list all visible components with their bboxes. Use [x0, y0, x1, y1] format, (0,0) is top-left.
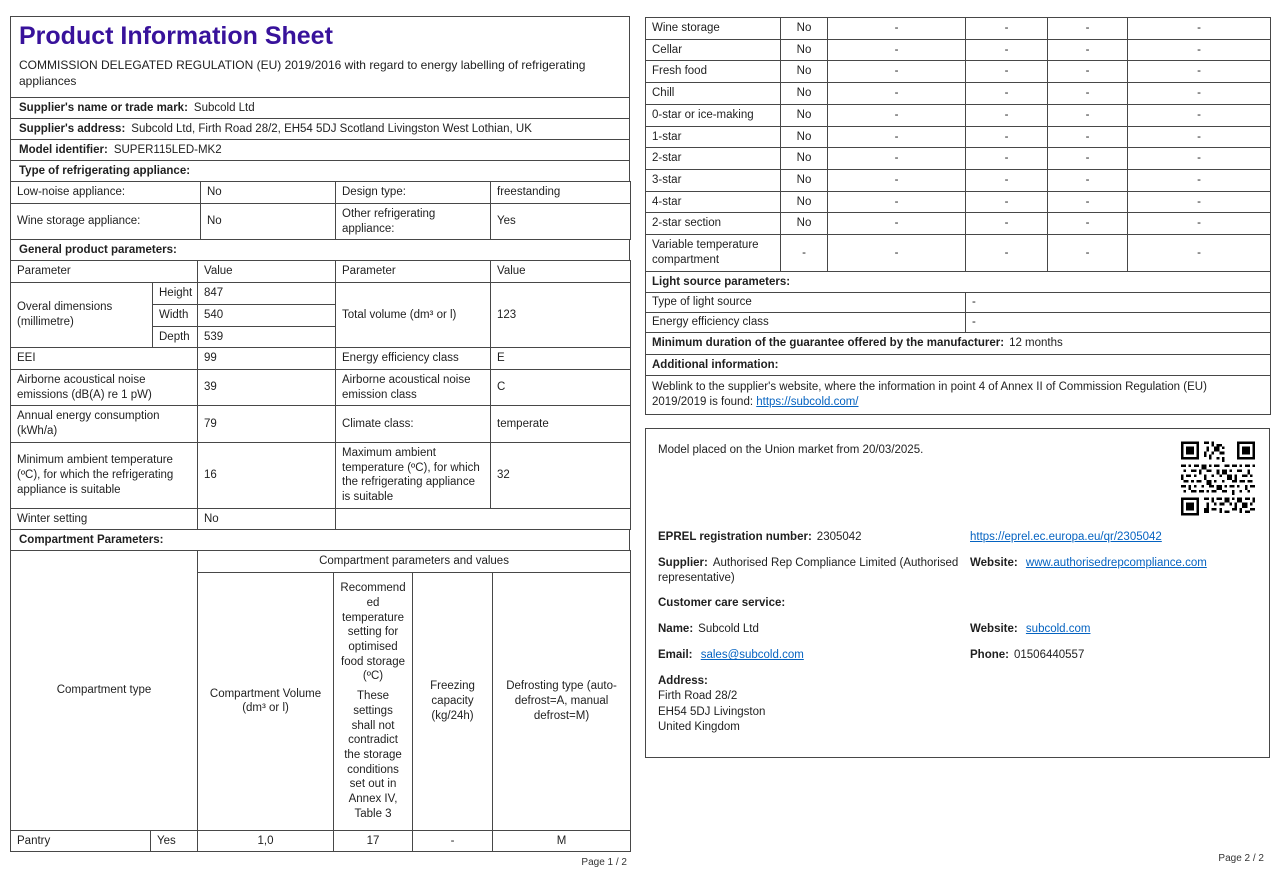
- compartment-type-cell: Pantry: [11, 830, 151, 852]
- guarantee-value: 12 months: [1009, 336, 1063, 349]
- table-row: [11, 283, 631, 305]
- value-cell: -: [828, 104, 966, 126]
- page1-footer: Page 1 / 2: [581, 857, 627, 869]
- value-cell: -: [1128, 235, 1271, 271]
- value-cell: -: [1048, 83, 1128, 105]
- value-cell: -: [1048, 213, 1128, 235]
- model-identifier-label: Model identifier:: [19, 144, 108, 157]
- table-row: [646, 39, 1271, 61]
- value-cell: No: [201, 203, 336, 239]
- value-cell: C: [491, 369, 631, 405]
- page2-footer: Page 2 / 2: [1218, 853, 1264, 864]
- compartment-type-cell: Variable temperature compartment: [646, 235, 781, 271]
- general-section-title: General product parameters:: [10, 239, 630, 261]
- table-row: [646, 313, 1271, 333]
- eprel-link-cell: [970, 530, 1255, 545]
- group-header-cell: Compartment parameters and values: [198, 551, 631, 573]
- weblink-row: [646, 376, 1271, 414]
- value-cell: -: [966, 18, 1048, 40]
- value-cell: No: [781, 213, 828, 235]
- supplier-address-row: [10, 118, 630, 140]
- value-cell: -: [1048, 18, 1128, 40]
- header-cell: Parameter: [11, 261, 198, 283]
- dimension-value-cell: 539: [198, 326, 336, 348]
- value-cell: No: [781, 83, 828, 105]
- guarantee-row: [646, 332, 1271, 354]
- param-cell: EEI: [11, 348, 198, 370]
- eprel-link[interactable]: https://eprel.ec.europa.eu/qr/2305042: [970, 530, 1162, 543]
- param-cell: Maximum ambient temperature (ºC), for which the refrigerating appliance is suitable: [336, 442, 491, 508]
- website-label: Website:: [970, 556, 1018, 569]
- table-row: [646, 148, 1271, 170]
- value-cell: -: [1128, 191, 1271, 213]
- value-cell: -: [966, 126, 1048, 148]
- header-cell: Defrosting type (auto-defrost=A, manual defrost=M): [493, 573, 631, 831]
- value-cell: 123: [491, 283, 631, 348]
- website-label: Website:: [970, 623, 1018, 636]
- value-cell: E: [491, 348, 631, 370]
- market-info-box: [645, 428, 1270, 758]
- name-label: Name:: [658, 623, 694, 636]
- supplier-weblink[interactable]: https://subcold.com/: [756, 395, 859, 408]
- value-cell: No: [781, 126, 828, 148]
- additional-info-title: Additional information:: [646, 354, 1271, 376]
- value-cell: freestanding: [491, 182, 631, 204]
- authorised-supplier-website-link[interactable]: www.authorisedrepcompliance.com: [1025, 556, 1207, 569]
- value-cell: Yes: [151, 830, 198, 852]
- value-cell: -: [828, 191, 966, 213]
- value-cell: 99: [198, 348, 336, 370]
- param-cell: Airborne acoustical noise emission class: [336, 369, 491, 405]
- type-table: [10, 181, 631, 240]
- param-cell: Climate class:: [336, 406, 491, 442]
- param-cell: Winter setting: [11, 508, 198, 530]
- customer-care-phone: 01506440557: [1013, 649, 1085, 662]
- customer-care-name-row: [658, 622, 960, 637]
- dimension-value-cell: 540: [198, 304, 336, 326]
- section-row: [646, 354, 1271, 376]
- page-title: Product Information Sheet: [19, 22, 333, 50]
- dimension-name-cell: Width: [153, 304, 198, 326]
- value-cell: No: [781, 170, 828, 192]
- supplier-address-label: Supplier's address:: [19, 123, 126, 136]
- value-cell: 79: [198, 406, 336, 442]
- supplier-name-value: Subcold Ltd: [193, 102, 255, 115]
- compartment-table: [10, 550, 631, 852]
- guarantee-cell: [646, 332, 1271, 354]
- compartment-type-cell: Chill: [646, 83, 781, 105]
- customer-care-email-row: [658, 648, 960, 663]
- value-cell: -: [828, 18, 966, 40]
- param-cell: Energy efficiency class: [646, 313, 966, 333]
- model-identifier-value: SUPER115LED-MK2: [113, 144, 222, 157]
- compartment-type-cell: Fresh food: [646, 61, 781, 83]
- param-cell: Low-noise appliance:: [11, 182, 201, 204]
- empty-cell: [336, 508, 631, 530]
- value-cell: -: [1128, 39, 1271, 61]
- address-line: United Kingdom: [658, 721, 740, 734]
- value-cell: -: [1128, 83, 1271, 105]
- param-cell: Airborne acoustical noise emissions (dB(A) re 1 pW): [11, 369, 198, 405]
- value-cell: -: [1128, 213, 1271, 235]
- value-cell: -: [1048, 235, 1128, 271]
- table-row: [11, 830, 631, 852]
- compartment-section-title: Compartment Parameters:: [10, 529, 630, 551]
- customer-care-address: [658, 674, 1255, 735]
- compartment-type-cell: 2-star: [646, 148, 781, 170]
- address-label: Address:: [658, 675, 708, 688]
- title-block: [10, 16, 630, 98]
- value-cell: -: [828, 61, 966, 83]
- value-cell: 17: [334, 830, 413, 852]
- value-cell: No: [201, 182, 336, 204]
- header-cell: Compartment type: [11, 551, 198, 830]
- eprel-label: EPREL registration number:: [658, 530, 812, 543]
- value-cell: -: [1128, 61, 1271, 83]
- table-row: [646, 213, 1271, 235]
- email-label: Email:: [658, 649, 693, 662]
- value-cell: temperate: [491, 406, 631, 442]
- customer-care-name: Subcold Ltd: [698, 623, 759, 636]
- param-cell: Type of light source: [646, 293, 966, 313]
- value-cell: -: [966, 39, 1048, 61]
- compartment-type-cell: 1-star: [646, 126, 781, 148]
- page-2: [645, 18, 1270, 864]
- value-cell: -: [1048, 170, 1128, 192]
- authorised-supplier-row: [658, 556, 960, 586]
- qr-code: [1181, 441, 1255, 516]
- value-cell: No: [781, 61, 828, 83]
- header-cell: Freezing capacity (kg/24h): [413, 573, 493, 831]
- temp-header-note: These settings shall not contradict the storage conditions set out in Annex IV, Table 3: [344, 690, 402, 820]
- market-placed-text: Model placed on the Union market from 20/03/2025.: [658, 443, 924, 456]
- supplier-address-value: Subcold Ltd, Firth Road 28/2, EH54 5DJ Scotland Livingston West Lothian, UK: [131, 123, 532, 136]
- compartment-table-continued: [645, 17, 1271, 415]
- table-header-row: [11, 551, 631, 573]
- value-cell: -: [966, 313, 1271, 333]
- value-cell: -: [828, 170, 966, 192]
- header-cell: Parameter: [336, 261, 491, 283]
- value-cell: -: [828, 83, 966, 105]
- value-cell: M: [493, 830, 631, 852]
- general-parameters-table: [10, 260, 631, 530]
- value-cell: -: [1128, 170, 1271, 192]
- table-row: [646, 126, 1271, 148]
- weblink-text: Weblink to the supplier's website, where the information in point 4 of Annex II of Commission Regulation (EU) 2019/2019 is found:: [652, 381, 1207, 408]
- param-cell: Overal dimensions (millimetre): [11, 283, 153, 348]
- compartment-type-cell: 4-star: [646, 191, 781, 213]
- table-row: [11, 369, 631, 405]
- value-cell: Yes: [491, 203, 631, 239]
- value-cell: No: [781, 104, 828, 126]
- table-row: [11, 348, 631, 370]
- table-row: [646, 235, 1271, 271]
- value-cell: -: [781, 235, 828, 271]
- value-cell: No: [781, 191, 828, 213]
- temp-header-text: Recommended temperature setting for optimised food storage (ºC): [340, 582, 406, 683]
- compartment-type-cell: 3-star: [646, 170, 781, 192]
- authorised-supplier-value: Authorised Rep Compliance Limited (Authorised representative): [658, 556, 959, 584]
- value-cell: -: [828, 126, 966, 148]
- value-cell: -: [1048, 191, 1128, 213]
- header-cell: Value: [198, 261, 336, 283]
- value-cell: -: [966, 293, 1271, 313]
- value-cell: -: [1048, 39, 1128, 61]
- supplier-name-row: [10, 97, 630, 119]
- guarantee-label: Minimum duration of the guarantee offered by the manufacturer:: [652, 336, 1005, 349]
- table-row: [11, 182, 631, 204]
- value-cell: -: [966, 148, 1048, 170]
- page-1: [10, 16, 630, 868]
- dimension-name-cell: Height: [153, 283, 198, 305]
- section-row: [646, 271, 1271, 293]
- table-row: [646, 293, 1271, 313]
- value-cell: -: [966, 83, 1048, 105]
- value-cell: 16: [198, 442, 336, 508]
- param-cell: Minimum ambient temperature (ºC), for which the refrigerating appliance is suitable: [11, 442, 198, 508]
- value-cell: 1,0: [198, 830, 334, 852]
- table-header-row: [11, 261, 631, 283]
- value-cell: -: [413, 830, 493, 852]
- eprel-number: 2305042: [816, 530, 862, 543]
- table-row: [646, 61, 1271, 83]
- customer-care-website-row: [970, 622, 1255, 637]
- value-cell: -: [966, 61, 1048, 83]
- param-cell: Energy efficiency class: [336, 348, 491, 370]
- value-cell: -: [966, 104, 1048, 126]
- param-cell: Other refrigerating appliance:: [336, 203, 491, 239]
- param-cell: Design type:: [336, 182, 491, 204]
- authorised-supplier-website-row: [970, 556, 1255, 586]
- header-cell: Value: [491, 261, 631, 283]
- supplier-name-label: Supplier's name or trade mark:: [19, 102, 188, 115]
- param-cell: Total volume (dm³ or l): [336, 283, 491, 348]
- value-cell: -: [828, 39, 966, 61]
- table-row: [11, 508, 631, 530]
- value-cell: No: [781, 39, 828, 61]
- value-cell: No: [781, 18, 828, 40]
- customer-care-email-link[interactable]: sales@subcold.com: [700, 649, 804, 662]
- customer-care-website-link[interactable]: subcold.com: [1025, 623, 1091, 636]
- phone-label: Phone:: [970, 649, 1009, 662]
- model-identifier-row: [10, 139, 630, 161]
- address-line: Firth Road 28/2: [658, 690, 738, 703]
- header-cell: Compartment Volume (dm³ or l): [198, 573, 334, 831]
- weblink-cell: [646, 376, 1271, 414]
- compartment-type-cell: Cellar: [646, 39, 781, 61]
- address-line: EH54 5DJ Livingston: [658, 705, 766, 718]
- value-cell: -: [1048, 61, 1128, 83]
- value-cell: No: [781, 148, 828, 170]
- value-cell: -: [1128, 126, 1271, 148]
- table-row: [646, 170, 1271, 192]
- regulation-text: COMMISSION DELEGATED REGULATION (EU) 2019/2016 with regard to energy labelling of refrigerating appliances: [19, 58, 586, 88]
- table-row: [646, 104, 1271, 126]
- value-cell: -: [828, 235, 966, 271]
- value-cell: -: [966, 213, 1048, 235]
- customer-care-title: Customer care service:: [658, 597, 786, 610]
- dimension-name-cell: Depth: [153, 326, 198, 348]
- value-cell: 39: [198, 369, 336, 405]
- value-cell: -: [1048, 126, 1128, 148]
- param-cell: Wine storage appliance:: [11, 203, 201, 239]
- dimension-value-cell: 847: [198, 283, 336, 305]
- param-cell: Annual energy consumption (kWh/a): [11, 406, 198, 442]
- table-row: [646, 83, 1271, 105]
- type-section-title: Type of refrigerating appliance:: [10, 160, 630, 182]
- value-cell: -: [966, 235, 1048, 271]
- value-cell: -: [1128, 148, 1271, 170]
- value-cell: -: [828, 148, 966, 170]
- table-row: [11, 203, 631, 239]
- eprel-row: [658, 530, 960, 545]
- table-row: [11, 442, 631, 508]
- value-cell: -: [1128, 18, 1271, 40]
- compartment-type-cell: 0-star or ice-making: [646, 104, 781, 126]
- compartment-type-cell: 2-star section: [646, 213, 781, 235]
- table-row: [646, 191, 1271, 213]
- header-cell: [334, 573, 413, 831]
- value-cell: -: [1048, 148, 1128, 170]
- table-row: [646, 18, 1271, 40]
- table-row: [11, 406, 631, 442]
- value-cell: -: [966, 170, 1048, 192]
- value-cell: 32: [491, 442, 631, 508]
- value-cell: -: [828, 213, 966, 235]
- value-cell: -: [966, 191, 1048, 213]
- light-section-title: Light source parameters:: [646, 271, 1271, 293]
- value-cell: -: [1048, 104, 1128, 126]
- value-cell: No: [198, 508, 336, 530]
- authorised-supplier-label: Supplier:: [658, 556, 708, 569]
- customer-care-phone-row: [970, 648, 1255, 663]
- value-cell: -: [1128, 104, 1271, 126]
- compartment-type-cell: Wine storage: [646, 18, 781, 40]
